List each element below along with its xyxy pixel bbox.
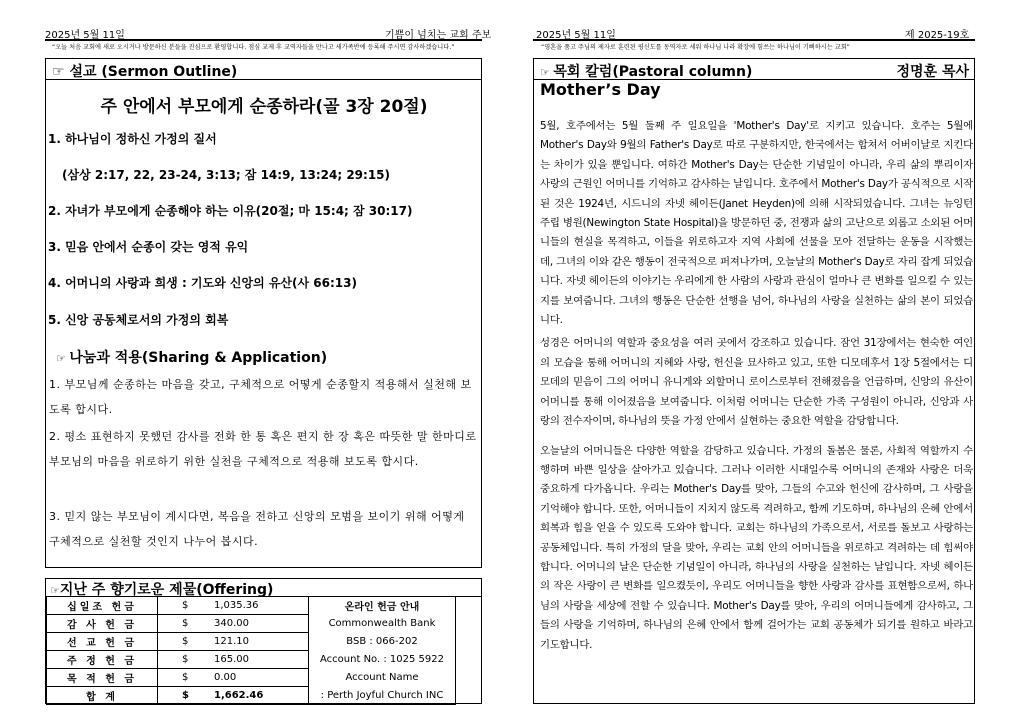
church-motto: “영혼을 품고 주님의 제자로 훈련된 평신도를 동역자로 세워 하나님 나라 확장에 힘쓰는 하나님이 기뻐하시는 교회” <box>541 44 850 51</box>
offering-amount: $ 165.00 <box>158 651 309 669</box>
table-row <box>47 669 456 687</box>
offering-amount: $ 340.00 <box>158 615 309 633</box>
sermon-point: 3. 믿음 안에서 순종이 갖는 영적 유익 <box>48 240 249 254</box>
column-author: 정명훈 목사 <box>896 64 969 80</box>
offering-label: 감 사 헌 금 <box>47 615 158 633</box>
offering-section <box>45 578 482 704</box>
sermon-point-refs: (삼상 2:17, 22, 23-24, 3:13; 잠 14:9, 13:24; 29:15) <box>62 168 391 182</box>
bank-info: Account Name <box>309 669 456 687</box>
right-date: 2025년 5월 11일 <box>536 30 616 41</box>
hand-pointer-icon: ☞ <box>56 352 70 365</box>
column-header <box>534 59 975 80</box>
bulletin-title: 기쁨이 넘치는 교회 주보 <box>385 30 492 41</box>
sermon-section <box>45 58 482 568</box>
offering-amount: $ 0.00 <box>158 669 309 687</box>
pastoral-column <box>533 58 975 704</box>
sermon-header <box>46 59 482 80</box>
offering-label: 선 교 헌 금 <box>47 633 158 651</box>
sharing-item: 1. 부모님께 순종하는 마음을 갖고, 구체적으로 어떻게 순종할지 적용해서 실천해 보도록 합시다. <box>49 378 472 416</box>
column-paragraph: 오늘날의 어머니들은 다양한 역할을 감당하고 있습니다. 가정의 돌봄은 물론, 사회적 역할까지 수행하며 바쁜 일상을 살아가고 있습니다. 그러나 이러한 시대일수록 어머니의 존재와 사랑은 더욱 중요하게 다가옵니다. 우리는 Mother's Day를 맞아, 그들의 수고와 헌신에 감사하며, 그 사랑을 기억해야 합니다. 또한, 어머니들이 지치지 않도록 격려하고, 함께 기도하며, 하나님의 은혜 안에서 회복과 힘을 얻을 수 있도록 도와야 합니다. 교회는 하나님의 가족으로서, 서로를 돌보고 사랑하는 공동체입니다. 특히 가정의 달을 맞아, 우리는 교회 안의 어머니들을 위로하고 격려하는 데 힘써야 합니다. 어머니의 날은 단순한 기념일이 아니라, 하나님의 사랑을 실천하는 날입니다. 자넷 헤이든의 작은 사랑이 큰 변화를 일으켰듯이, 우리도 어머니들을 향한 사랑과 감사를 표현함으로써, 하나님의 사랑을 세상에 전할 수 있습니다. Mother's Day를 맞아, 우리의 어머니들에게 감사하고, 그들의 사랑을 기억하며, 하나님의 은혜 안에서 함께 걸어가는 교회 공동체가 되기를 원하고 바라고 기도합니다. <box>540 444 973 651</box>
offering-table <box>46 596 456 705</box>
offering-label: 십일조 헌금 <box>47 597 158 615</box>
welcome-motto: “오늘 처음 교회에 새로 오시거나 방문하신 분들을 진심으로 환영합니다. 점심 교제 후 교역자들을 만나고 새가족반에 등록해 주시면 감사하겠습니다.” <box>52 44 455 51</box>
table-row <box>47 633 456 651</box>
column-heading: ☞ 목회 칼럼(Pastoral column) <box>540 64 753 80</box>
offering-amount: $ 121.10 <box>158 633 309 651</box>
bank-info: : Perth Joyful Church INC <box>309 687 456 705</box>
sermon-point: 5. 신앙 공동체로서의 가정의 회복 <box>48 313 229 327</box>
column-paragraph: 성경은 어머니의 역할과 중요성을 여러 곳에서 강조하고 있습니다. 잠언 31장에서는 현숙한 여인의 모습을 통해 어머니의 지혜와 사랑, 헌신을 묘사하고 있고, 또한 디모데후서 1장 5절에서는 디모데의 믿음이 그의 어머니 유니게와 외할머니 로이스로부터 전해졌음을 언급하며, 신앙의 유산이 어머니를 통해 이어졌음을 보여줍니다. 이처럼 어머니는 단순한 가족 구성원이 아니라, 신앙과 사랑의 전수자이며, 하나님의 뜻을 가정 안에서 실현하는 중요한 역할을 감당합니다. <box>540 337 973 428</box>
table-row <box>47 615 456 633</box>
offering-label: 주 정 헌 금 <box>47 651 158 669</box>
sermon-point: 2. 자녀가 부모에게 순종해야 하는 이유(20절; 마 15:4; 잠 30:17) <box>48 204 413 218</box>
right-header-rule <box>533 39 975 41</box>
bank-info: Commonwealth Bank <box>309 615 456 633</box>
sharing-item: 3. 믿지 않는 부모님이 계시다면, 복음을 전하고 신앙의 모범을 보이기 위해 어떻게 구체적으로 실천할 것인지 나누어 봅시다. <box>49 510 465 548</box>
left-date: 2025년 5월 11일 <box>45 30 125 41</box>
offering-amount: $ 1,035.36 <box>158 597 309 615</box>
bank-info: BSB : 066-202 <box>309 633 456 651</box>
bank-info: 온라인 헌금 안내 <box>309 597 456 615</box>
column-paragraph: 5월, 호주에서는 5월 둘째 주 일요일을 'Mother's Day'로 지키고 있습니다. 호주는 5월에 Mother's Day와 9월의 Father's Day로 따로 구분하지만, 한국에서는 합쳐서 어버이날로 지킨다는 차이가 있을 뿐입니다. 여하간 Mother's Day는 단순한 기념일이 아니라, 우리 삶의 뿌리이자 사랑의 근원인 어머니를 기억하고 감사하는 날입니다. 호주에서 Mother's Day가 공식적으로 시작된 것은 1924년, 시드니의 자넷 헤이든(Janet Heyden)에 의해 시작되었습니다. 그녀는 뉴잉턴 주립 병원(Newington State Hospital)을 방문하던 중, 전쟁과 삶의 고난으로 외롭고 소외된 어머니들의 현실을 목격하고, 이들을 위로하고자 지역 사회에 선물을 모아 전달하는 운동을 시작했는데, 그녀의 이와 같은 행동이 전국적으로 퍼져나가며, 오늘날의 Mother's Day로 자리 잡게 되었습니다. 자넷 헤이든의 이야기는 우리에게 한 사람의 사랑과 관심이 얼마나 큰 변화를 일으킬 수 있는지를 보여줍니다. 그녀의 행동은 단순한 선행을 넘어, 하나님의 사랑을 실천하는 삶의 본이 되었습니다. <box>540 120 973 327</box>
hand-pointer-icon: ☞ <box>50 584 60 597</box>
issue-number: 제 2025-19호 <box>905 30 970 41</box>
table-row <box>47 597 456 615</box>
table-row <box>47 651 456 669</box>
offering-label: 목 적 헌 금 <box>47 669 158 687</box>
offering-header <box>46 579 482 597</box>
left-header-rule <box>45 39 482 41</box>
sermon-title: 주 안에서 부모에게 순종하라(골 3장 20절) <box>100 97 428 117</box>
hand-pointer-icon: ☞ <box>52 64 70 80</box>
column-body <box>540 117 973 659</box>
sermon-point: 1. 하나님이 정하신 가정의 질서 <box>48 132 217 146</box>
hand-pointer-icon: ☞ <box>540 66 554 79</box>
sharing-item: 2. 평소 표현하지 못했던 감사를 전화 한 통 혹은 편지 한 장 혹은 따뜻한 말 한마디로 부모님의 마음을 위로하기 위한 실천을 구체적으로 적용해 보도록 합시다. <box>49 430 477 468</box>
sermon-heading: ☞ 설교 (Sermon Outline) <box>52 64 238 80</box>
table-row <box>47 687 456 705</box>
sharing-heading: ☞ 나눔과 적용(Sharing & Application) <box>56 350 328 366</box>
sermon-point: 4. 어머니의 사랑과 희생 : 기도와 신앙의 유산(사 66:13) <box>48 276 357 290</box>
column-title: Mother’s Day <box>540 80 661 99</box>
bank-info: Account No. : 1025 5922 <box>309 651 456 669</box>
offering-total-label: 합 계 <box>47 687 158 705</box>
offering-heading: ☞지난 주 향기로운 제물(Offering) <box>50 582 274 598</box>
offering-total: $ 1,662.46 <box>158 687 309 705</box>
